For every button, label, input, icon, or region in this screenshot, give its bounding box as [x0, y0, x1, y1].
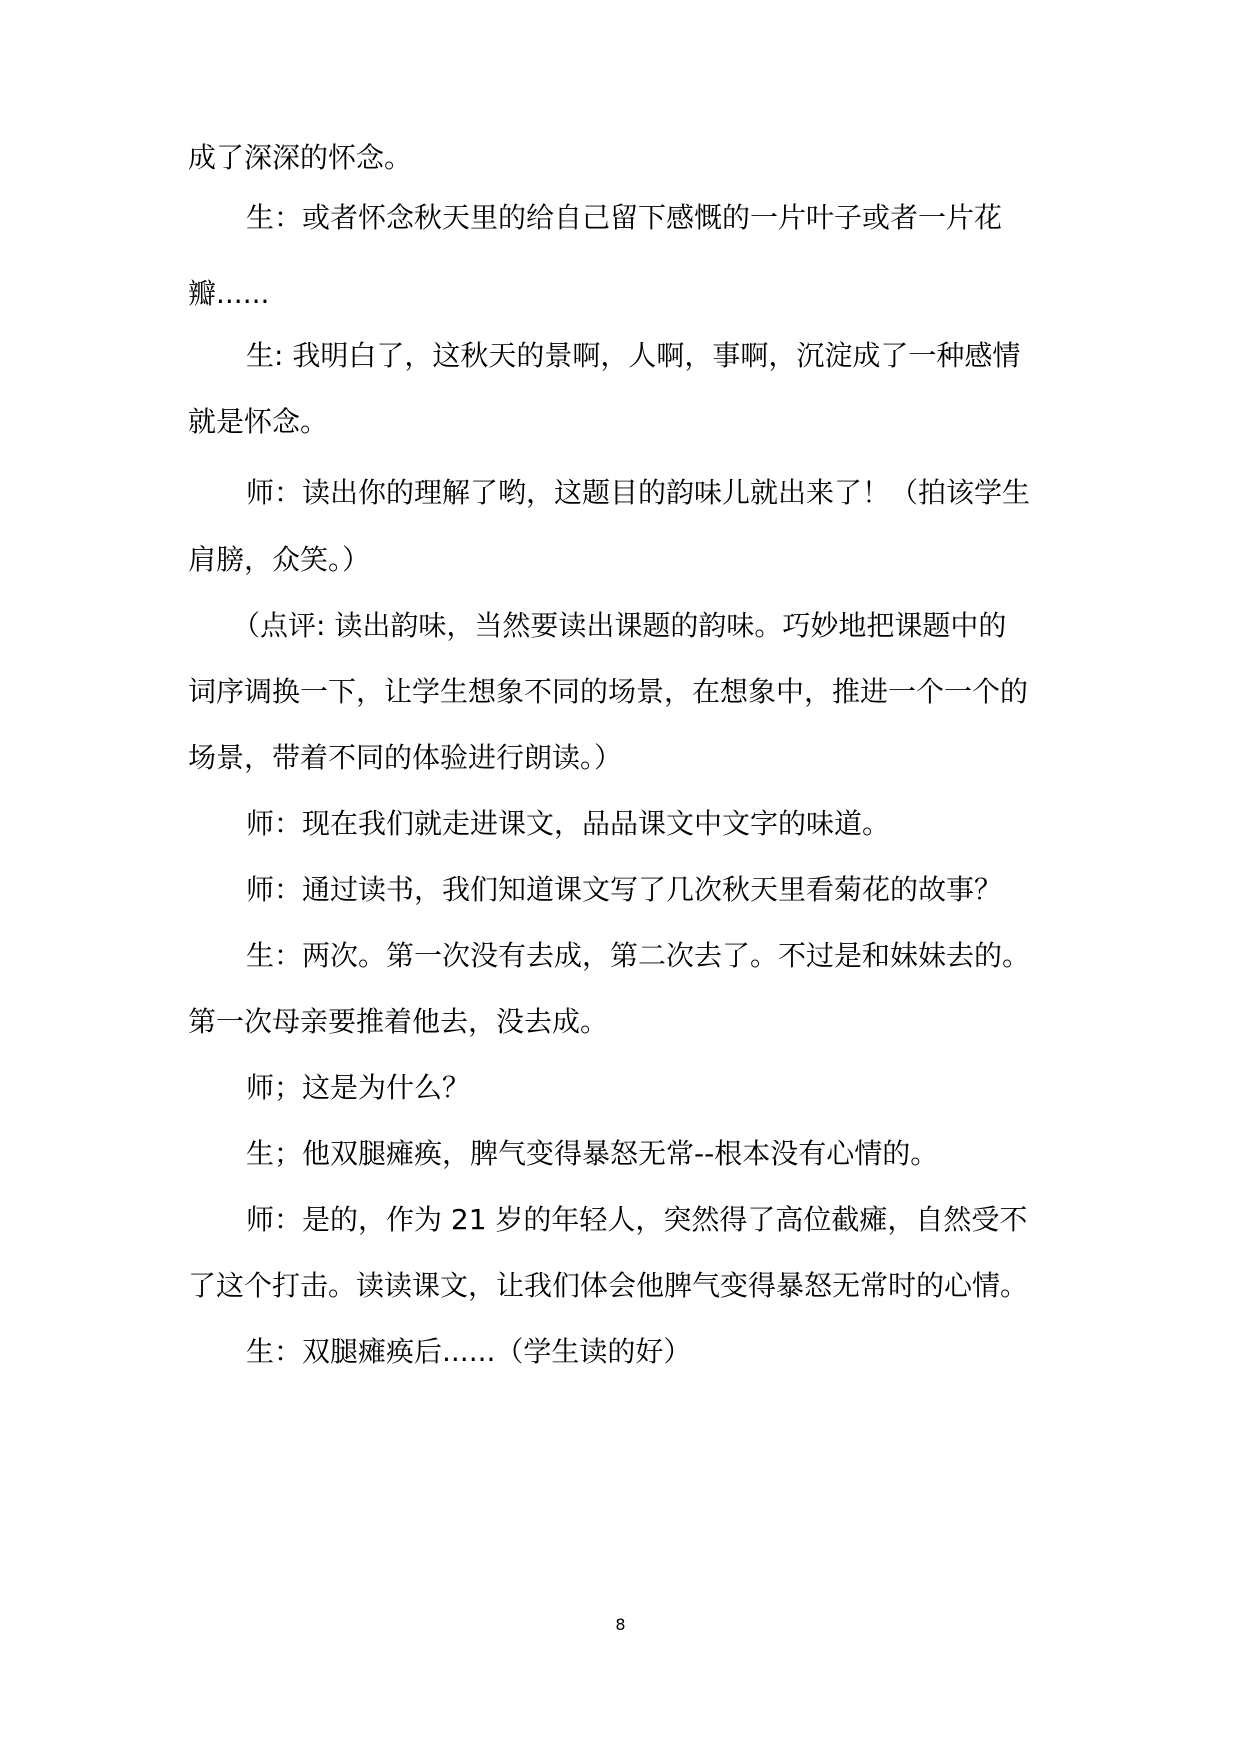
- text-line: 成了深深的怀念。: [188, 141, 413, 174]
- text-line: 词序调换一下，让学生想象不同的场景，在想象中，推进一个一个的: [188, 675, 1029, 708]
- text-line: 生：双腿瘫痪后......（学生读的好）: [246, 1335, 692, 1368]
- page-number: 8: [615, 1615, 626, 1634]
- text-line: 师：是的，作为 21 岁的年轻人，突然得了高位截瘫，自然受不: [246, 1203, 1028, 1236]
- text-line: 第一次母亲要推着他去，没去成。: [188, 1005, 609, 1038]
- text-line: 场景，带着不同的体验进行朗读。）: [188, 741, 623, 774]
- text-line: 了这个打击。读读课文，让我们体会他脾气变得暴怒无常时的心情。: [188, 1269, 1029, 1302]
- text-line: （点评: 读出韵味，当然要读出课题的韵味。巧妙地把课题中的: [232, 609, 1007, 642]
- text-line: 瓣......: [188, 277, 270, 310]
- text-line: 生: 我明白了，这秋天的景啊，人啊，事啊，沉淀成了一种感情: [246, 339, 1021, 372]
- text-line: 生；他双腿瘫痪，脾气变得暴怒无常--根本没有心情的。: [246, 1137, 939, 1170]
- text-line: 就是怀念。: [188, 405, 329, 438]
- text-line: 生：两次。第一次没有去成，第二次去了。不过是和妹妹去的。: [246, 939, 1031, 972]
- text-line: 师：读出你的理解了哟，这题目的韵味儿就出来了！（拍该学生: [246, 476, 1031, 509]
- text-line: 师；这是为什么？: [246, 1071, 471, 1104]
- text-line: 师：现在我们就走进课文，品品课文中文字的味道。: [246, 807, 891, 840]
- text-line: 生：或者怀念秋天里的给自己留下感慨的一片叶子或者一片花: [246, 201, 1003, 234]
- text-line: 师：通过读书，我们知道课文写了几次秋天里看菊花的故事？: [246, 873, 1003, 906]
- text-line: 肩膀，众笑。）: [188, 543, 371, 576]
